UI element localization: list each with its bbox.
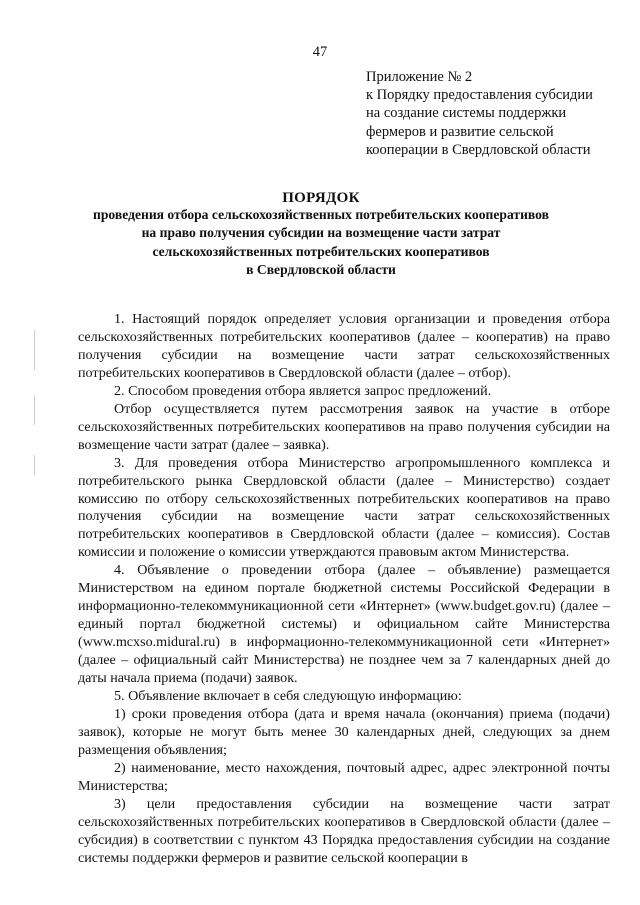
paragraph: 1. Настоящий порядок определяет условия организации и проведения отбора сельскохозяйственных потребительских кооперативов (далее – кооператив) на право получения субсидии на возмещение части затрат сельскохозяйственных потребительских кооперативов в Свердловской области (далее – отбор). — [78, 311, 610, 381]
appendix-line: кооперации в Свердловской области — [366, 141, 591, 158]
appendix-line: на создание системы поддержки — [366, 105, 567, 122]
page-number: 47 — [312, 44, 328, 60]
document-body — [78, 311, 610, 868]
appendix-line: к Порядку предоставления субсидии — [366, 87, 593, 104]
paragraph: 2) наименование, место нахождения, почтовый адрес, адрес электронной почты Министерства; — [78, 759, 610, 794]
subtitle-line: на право получения субсидии на возмещение части затрат — [141, 225, 501, 241]
subtitle-line: сельскохозяйственных потребительских кооперативов — [152, 243, 490, 259]
paragraph: 5. Объявление включает в себя следующую информацию: — [114, 688, 462, 705]
subtitle-line: в Свердловской области — [246, 261, 396, 277]
subtitle-line: проведения отбора сельскохозяйственных потребительских кооперативов — [93, 207, 549, 222]
paragraph: Отбор осуществляется путем рассмотрения заявок на участие в отборе сельскохозяйственных потребительских кооперативов на право получения субсидии на возмещение части затрат (далее – заявка). — [78, 400, 610, 453]
paragraph: 3. Для проведения отбора Министерство агропромышленного комплекса и потребительского рынка Свердловской области (далее – Министерство) создает комиссию по отбору сельскохозяйственных потребительских кооперативов на право получения субсидии на возмещение части затрат сельскохозяйственных потребительских кооперативов в Свердловской области (далее – комиссия). Состав комиссии и положение о комиссии утверждаются правовым актом Министерства. — [78, 454, 610, 561]
paragraph: 3) цели предоставления субсидии на возмещение части затрат сельскохозяйственных потребительских кооперативов в Свердловской области (далее – субсидия) в соответствии с пунктом 43 Порядка предоставления субсидии на создание системы поддержки фермеров и развитие сельской кооперации в — [78, 795, 610, 866]
paragraph: 4. Объявление о проведении отбора (далее – объявление) размещается Министерством на едином портале бюджетной системы Российской Федерации в информационно-телекоммуникационной сети «Интернет» (www.budget.gov.ru) (далее – единый портал бюджетной системы) и официальном сайте Министерства (www.mcxso.midural.ru) в информационно-телекоммуникационной сети «Интернет» (далее – официальный сайт Министерства) не позднее чем за 7 календарных дней до даты начала приема (подачи) заявок. — [78, 562, 610, 687]
scan-artifact — [34, 455, 35, 475]
document-subtitle — [40, 206, 602, 279]
scan-artifact — [34, 330, 35, 370]
scan-artifact — [34, 395, 35, 425]
document-title: ПОРЯДОК — [282, 190, 360, 206]
appendix-header — [366, 68, 636, 159]
paragraph: 2. Способом проведения отбора является запрос предложений. — [114, 382, 492, 399]
appendix-line: фермеров и развитие сельской — [366, 123, 554, 140]
paragraph: 1) сроки проведения отбора (дата и время начала (окончания) приема (подачи) заявок), которые не могут быть менее 30 календарных дней, следующих за днем размещения объявления; — [78, 705, 610, 758]
appendix-line: Приложение № 2 — [366, 69, 473, 85]
